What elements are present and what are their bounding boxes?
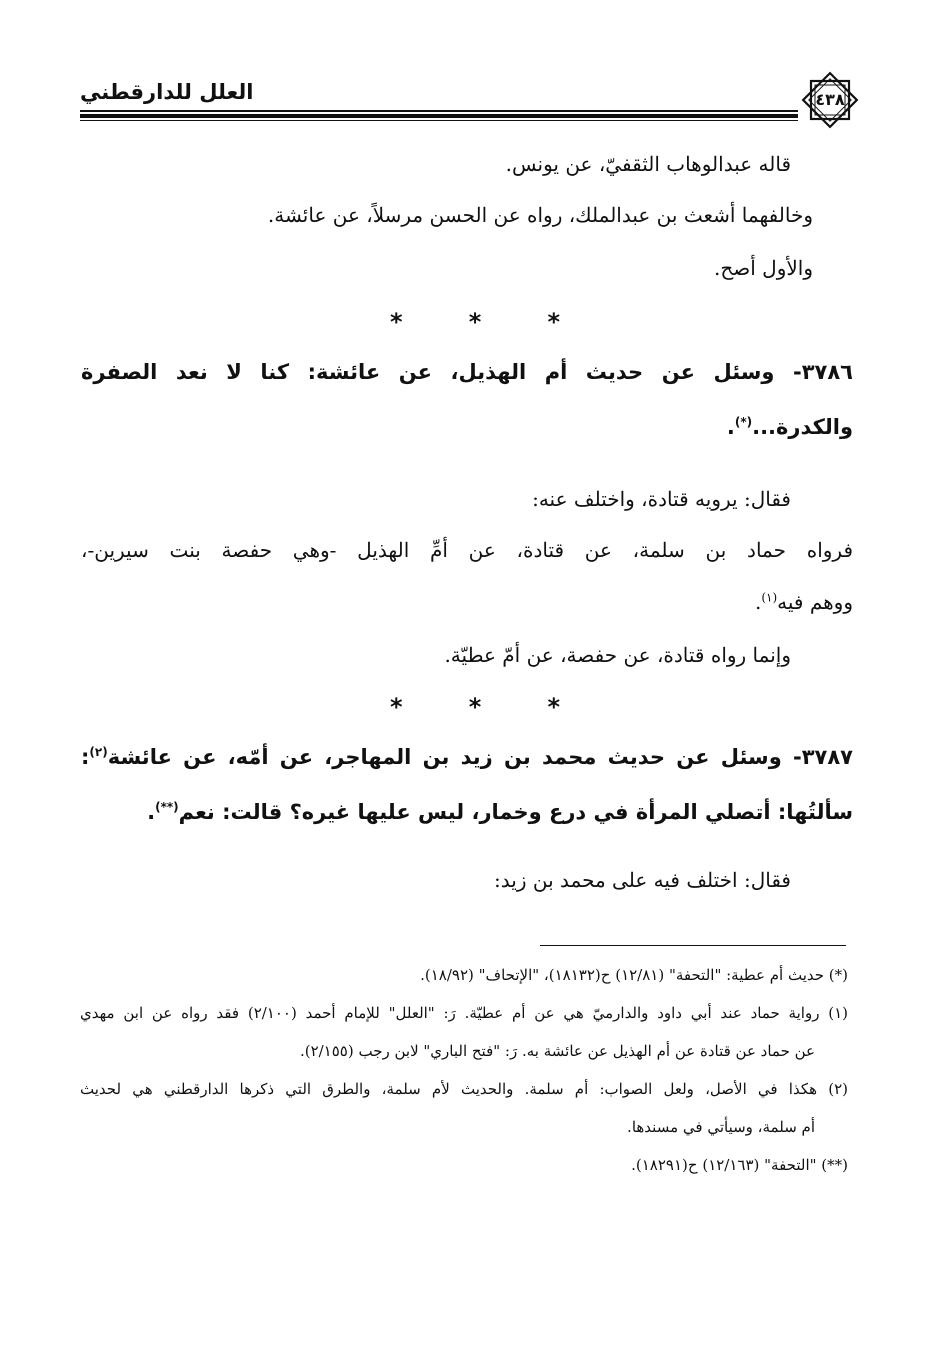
body-line-narration-1: فرواه حماد بن سلمة، عن قتادة، عن أمِّ الهذيل -وهي حفصة بنت سيرين-،: [81, 538, 853, 562]
footnote-double-star: (**) "التحفة" (١٢/١٦٣) ح(١٨٢٩١).: [631, 1156, 848, 1174]
footnote-ref: (٢): [89, 745, 108, 759]
separator-star: *: [390, 693, 403, 721]
entry-3786-heading-line-1: ٣٧٨٦- وسئل عن حديث أم الهذيل، عن عائشة: كنا لا نعد الصفرة: [81, 360, 853, 384]
body-line-2: وخالفهما أشعث بن عبدالملك، رواه عن الحسن مرسلاً، عن عائشة.: [267, 203, 813, 227]
separator-star: *: [468, 693, 482, 721]
body-line-narration-2: ووهم فيه$^{(١)}$.: [754, 590, 853, 614]
footnote-separator: [540, 945, 846, 946]
body-line-correction: وإنما رواه قتادة، عن حفصة، عن أمّ عطيّة.: [444, 643, 791, 667]
running-title: العلل للدارقطني: [80, 80, 254, 104]
body-line-answer: فقال: يرويه قتادة، واختلف عنه:: [532, 487, 791, 511]
footnote-ref: (**): [155, 800, 179, 814]
body-line-final: فقال: اختلف فيه على محمد بن زيد:: [494, 868, 791, 892]
page-number-badge: [800, 70, 860, 130]
section-separator: [390, 308, 560, 336]
separator-star: *: [547, 693, 560, 721]
body-line-1: قاله عبدالوهاب الثقفيّ، عن يونس.: [505, 152, 791, 176]
separator-star: *: [390, 308, 403, 336]
separator-star: *: [547, 308, 560, 336]
footnote-ref: (١): [761, 590, 778, 605]
footnote-1-line-1: (١) رواية حماد عند أبي داود والدارميّ هي عن أم عطيّة. رَ: "العلل" للإمام أحمد (٢/١٠٠) فقد رواه عن ابن مهدي: [80, 1004, 849, 1022]
body-line-3: والأول أصح.: [714, 256, 813, 280]
entry-3787-heading-line-2: سألتُها: أتصلي المرأة في درع وخمار، ليس عليها غيره؟ قالت: نعم(**).: [147, 800, 853, 824]
page-number: ٤٣٨: [815, 90, 845, 109]
footnote-2-line-1: (٢) هكذا في الأصل، ولعل الصواب: أم سلمة. والحديث لأم سلمة، والطرق التي ذكرها الدارقطني هي لحديث: [80, 1080, 848, 1098]
running-header: [80, 70, 860, 130]
footnote-1-line-2: عن حماد عن قتادة عن أم الهذيل عن عائشة به. رَ: "فتح الباري" لابن رجب (٢/١٥٥).: [299, 1042, 815, 1060]
footnote-star: (*) حديث أم عطية: "التحفة" (١٢/٨١) ح(١٨١٣٢)، "الإتحاف" (١٨/٩٢).: [420, 966, 848, 984]
footnote-ref: (*): [734, 415, 753, 429]
entry-3786-heading-line-2: والكدرة...(*).: [726, 415, 853, 439]
separator-star: *: [468, 308, 482, 336]
footnote-2-line-2: أم سلمة، وسيأتي في مسندها.: [627, 1118, 815, 1136]
section-separator: [390, 693, 560, 721]
header-rule: [80, 110, 798, 122]
entry-3787-heading-line-1: ٣٧٨٧- وسئل عن حديث محمد بن زيد بن المهاجر، عن أمّه، عن عائشة$^{(٢)}$:: [81, 745, 853, 769]
